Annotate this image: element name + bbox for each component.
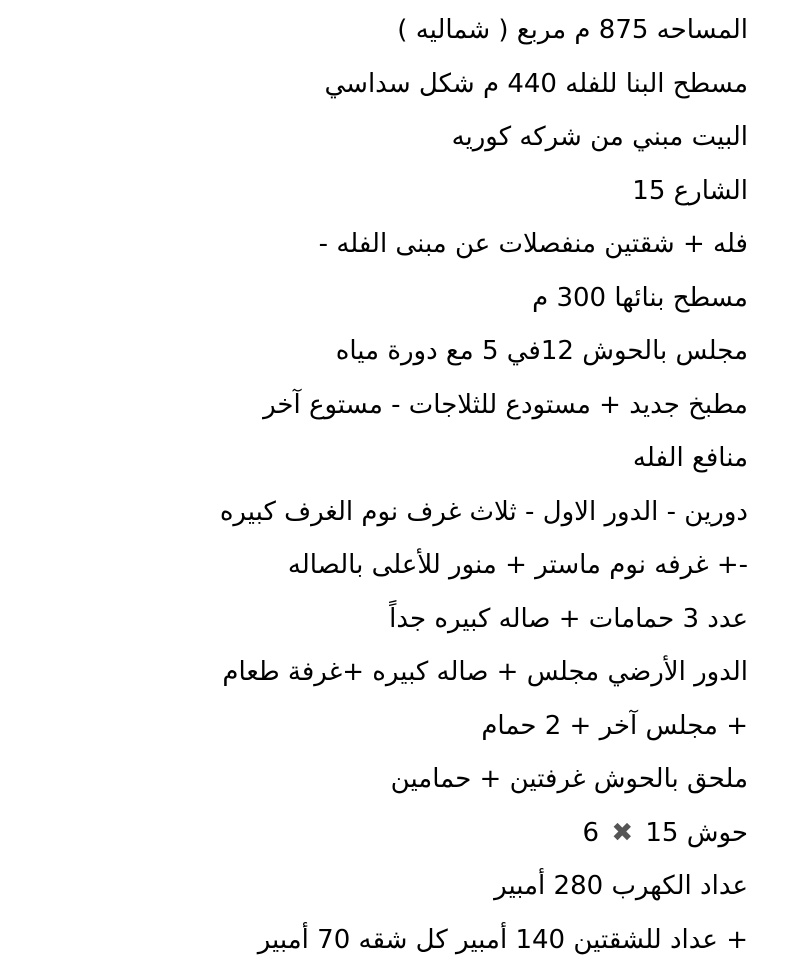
second-majlis-line: + مجلس آخر + 2 حمام (60, 706, 748, 760)
area-line: المساحه 875 م مربع ( شماليه ) (60, 10, 748, 64)
multiply-icon: ✖ (611, 813, 633, 853)
yard-size-suffix: 6 (583, 818, 600, 848)
floors-line: دورين - الدور الاول - ثلاث غرف نوم الغرف كبيره (60, 492, 748, 546)
yard-size-line (60, 813, 748, 867)
apartments-area-line: مسطح بنائها 300 م (60, 278, 748, 332)
electric-meter-line: عداد الكهرب 280 أمبير (60, 866, 748, 920)
yard-majlis-line: مجلس بالحوش 12في 5 مع دورة مياه (60, 331, 748, 385)
kitchen-line: مطبخ جديد + مستودع للثلاجات - مستوع آخر (60, 385, 748, 439)
yard-size-prefix: حوش 15 (645, 818, 748, 848)
annex-line: ملحق بالحوش غرفتين + حمامين (60, 759, 748, 813)
villa-build-area-line: مسطح البنا للفله 440 م شكل سداسي (60, 64, 748, 118)
master-bedroom-line: -+ غرفه نوم ماستر + منور للأعلى بالصاله (60, 545, 748, 599)
apartments-line: فله + شقتين منفصلات عن مبنى الفله - (60, 224, 748, 278)
villa-facilities-line: منافع الفله (60, 438, 748, 492)
apartments-meter-line: + عداد للشقتين 140 أمبير كل شقه 70 أمبير (60, 920, 748, 973)
bathrooms-line: عدد 3 حمامات + صاله كبيره جداً (60, 599, 748, 653)
ground-floor-line: الدور الأرضي مجلس + صاله كبيره +غرفة طعام (60, 652, 748, 706)
builder-line: البيت مبني من شركه كوريه (60, 117, 748, 171)
street-line: الشارع 15 (60, 171, 748, 225)
property-description (60, 10, 748, 973)
